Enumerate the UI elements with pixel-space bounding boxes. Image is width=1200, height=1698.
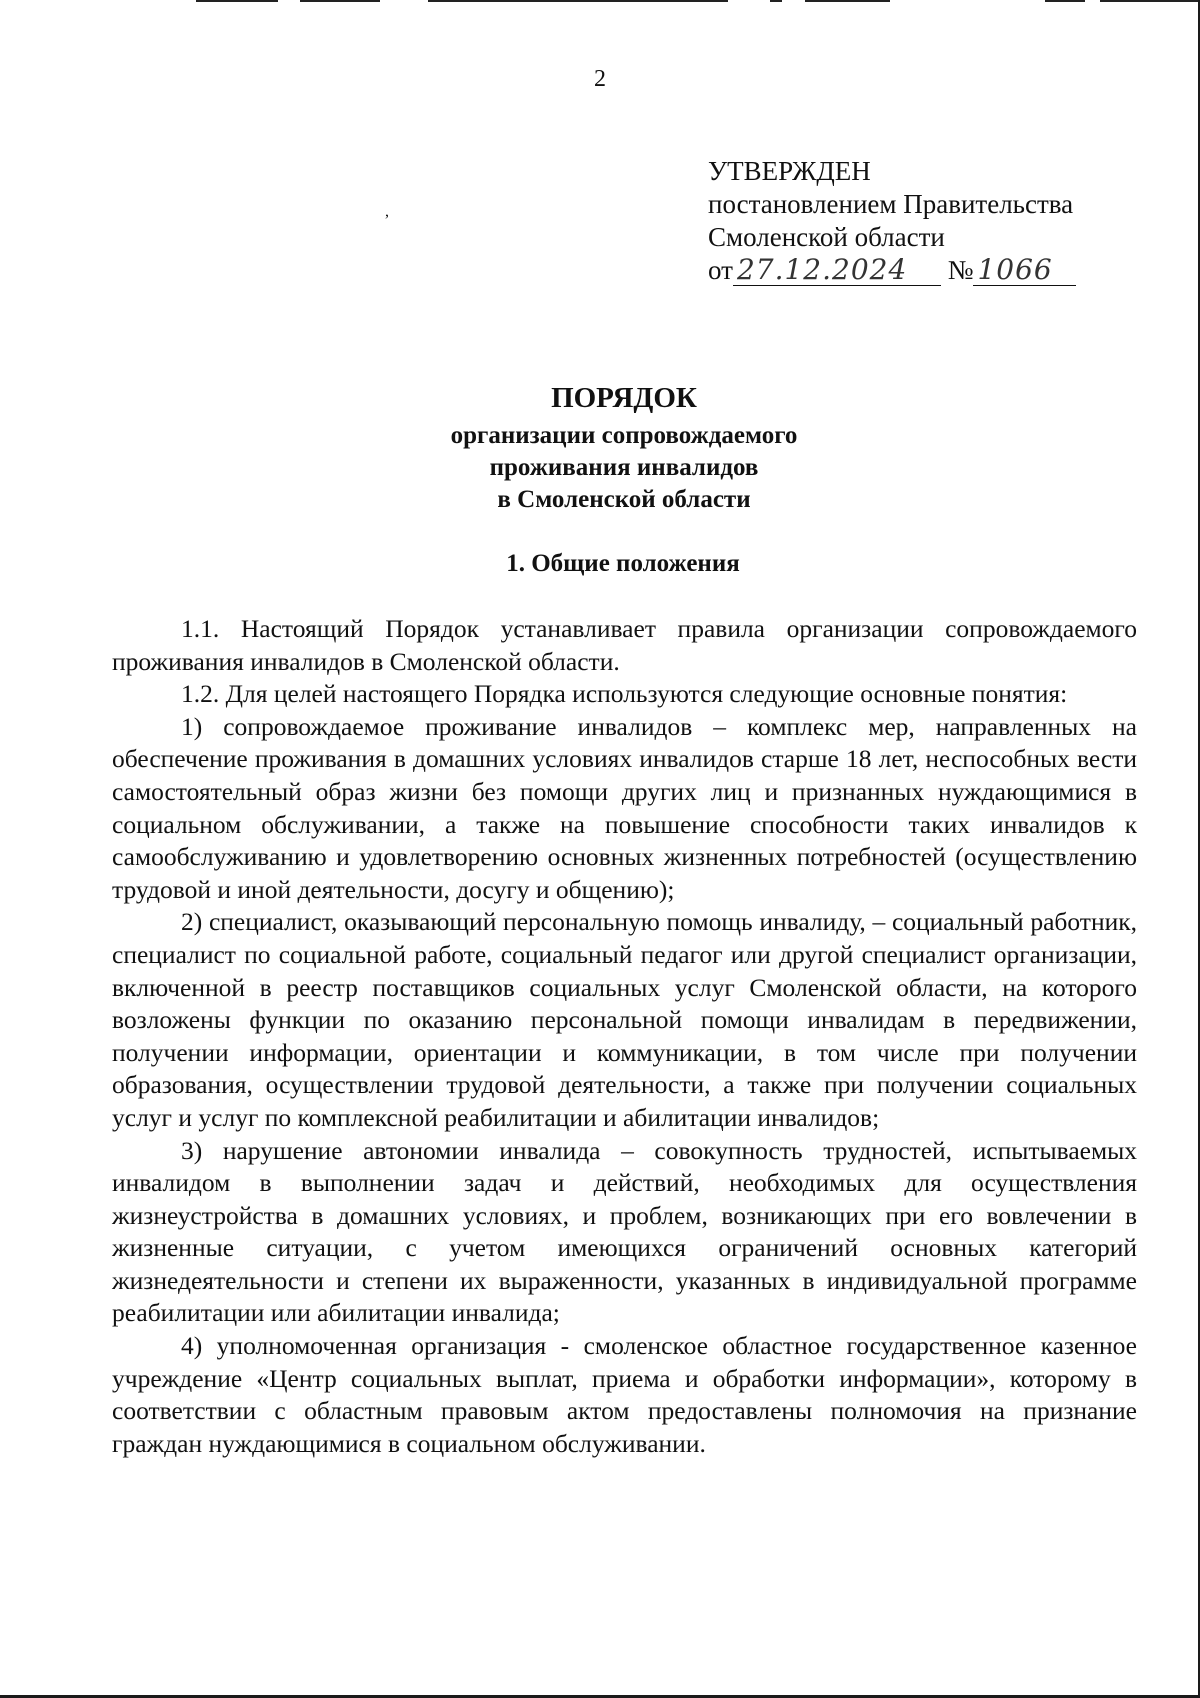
approval-line-2: Смоленской области [708,222,945,252]
document-subtitle [0,420,1200,516]
scan-speck: , [385,203,389,220]
subtitle-line-2: проживания инвалидов [489,454,759,481]
approval-date-prefix: от [708,255,733,285]
number-sign: № [947,255,974,285]
paragraph-item-1: 1) сопровождаемое проживание инвалидов – комплекс мер, направленных на обеспечение проживания в домашних условиях инвалидов старше 18 лет, неспособных вести самостоятельный образ жизни без помощи других лиц и признанных нуждающимися в социальном обслуживании, а также на повышение способности таких инвалидов к самообслуживанию и удовлетворению основных жизненных потребностей (осуществлению трудовой и иной деятельности, досугу и общению); [112,711,1137,904]
paragraph-1-2: 1.2. Для целей настоящего Порядка используются следующие основные понятия: [181,679,1068,709]
approval-status: УТВЕРЖДЕН [708,156,871,186]
subtitle-line-3: в Смоленской области [497,486,751,513]
handwritten-date: 27.12.2024 [736,253,908,286]
scan-edge-artifact-top [0,0,1200,6]
subtitle-line-1: организации сопровождаемого [450,422,798,449]
page-number: 2 [594,66,606,92]
handwritten-date-field [733,255,941,286]
approval-date-number-line [708,254,1076,288]
document-title: ПОРЯДОК [551,382,697,414]
paragraph-item-4: 4) уполномоченная организация - смоленское областное государственное казенное учреждение «Центр социальных выплат, приема и обработки информации», которому в соответствии с областным правовым актом предоставлены полномочия на признание граждан нуждающимися в социальном обслуживании. [112,1331,1137,1458]
handwritten-number-field [973,255,1076,286]
paragraph-1-1: 1.1. Настоящий Порядок устанавливает правила организации сопровождаемого проживания инвалидов в Смоленской области. [112,614,1137,676]
approval-line-1: постановлением Правительства [708,189,1074,219]
section-heading: 1. Общие положения [506,550,740,577]
document-body [112,613,1137,1460]
approval-stamp-block [708,155,1076,288]
paragraph-item-3: 3) нарушение автономии инвалида – совокупность трудностей, испытываемых инвалидом в выполнении задач и действий, необходимых для осуществления жизнеустройства в домашних условиях, и проблем, возникающих при его вовлечении в жизненные ситуации, с учетом имеющихся ограничений основных категорий жизнедеятельности и степени их выраженности, указанных в индивидуальной программе реабилитации или абилитации инвалида; [112,1135,1137,1328]
handwritten-number: 1066 [977,253,1053,286]
paragraph-item-2: 2) специалист, оказывающий персональную помощь инвалиду, – социальный работник, специалист по социальной работе, социальный педагог или другой специалист организации, включенной в реестр поставщиков социальных услуг Смоленской области, на которого возложены функции по оказанию персональной помощи инвалидам в передвижении, получении информации, ориентации и коммуникации, в том числе при получении образования, осуществлении трудовой деятельности, а также при получении социальных услуг и услуг по комплексной реабилитации и абилитации инвалидов; [112,907,1137,1132]
